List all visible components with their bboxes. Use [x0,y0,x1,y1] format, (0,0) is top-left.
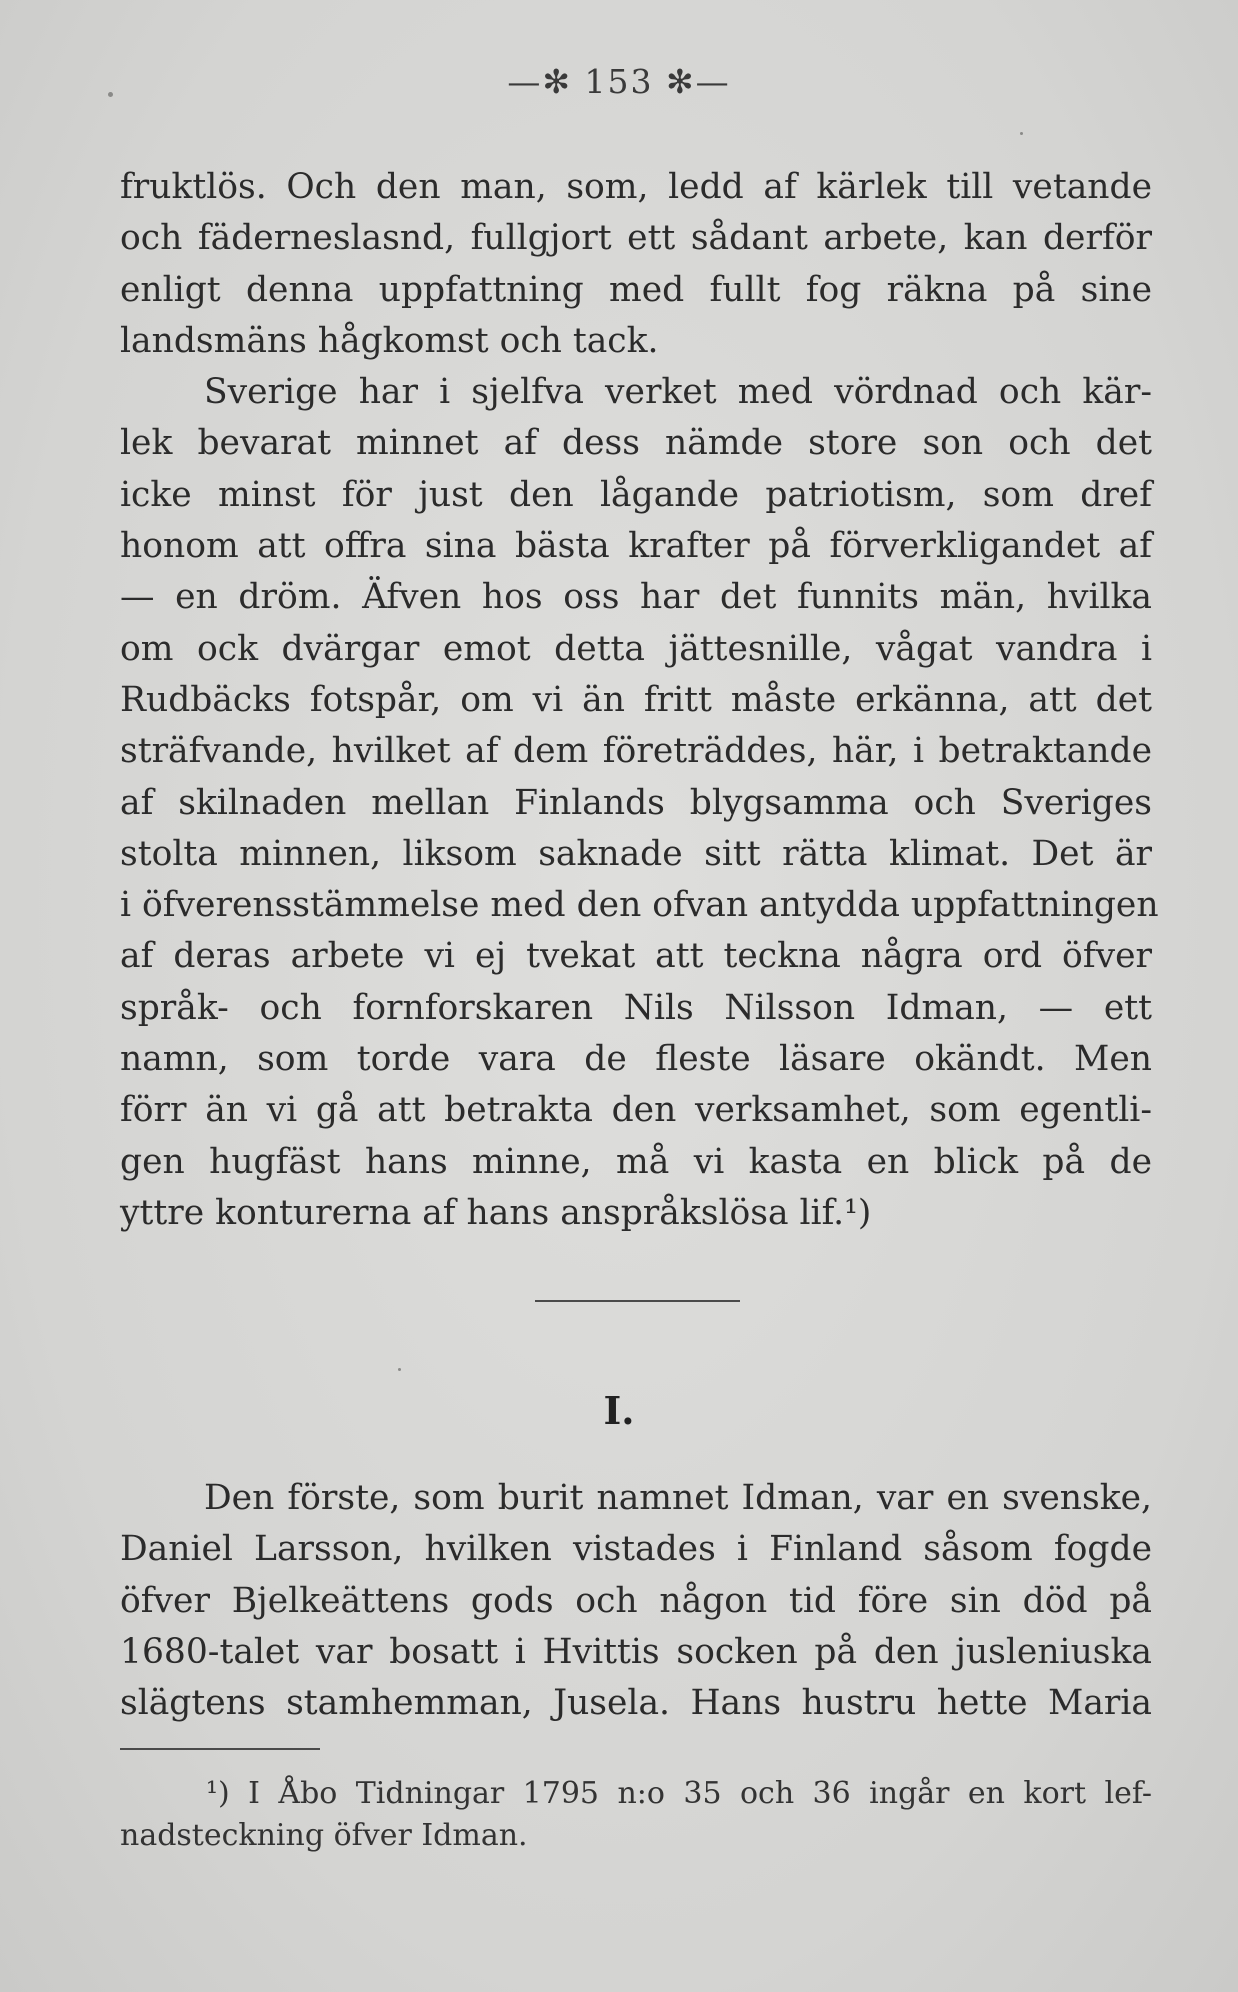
text-line: af skilnaden mellan Finlands blygsamma och Sveriges [120,782,1152,823]
paragraph-1 [120,162,1159,1239]
text-line: 1680-talet var bosatt i Hvittis socken på den jusleniuska [120,1631,1152,1672]
text-line: Rudbäcks fotspår, om vi än fritt måste erkänna, att det [120,679,1152,720]
paper-speck [108,92,113,97]
paper-speck [398,1368,401,1371]
text-line: gen hugfäst hans minne, må vi kasta en blick på de [120,1141,1152,1182]
section-heading: I. [603,1388,635,1433]
text-line: enligt denna uppfattning med fullt fog räkna på sine [120,269,1152,310]
page-header: —✻ 153 ✻— [507,62,731,101]
text-line: landsmäns hågkomst och tack. [120,320,659,361]
footnote-rule [120,1748,320,1750]
text-line: honom att offra sina bästa krafter på förverkligandet af [120,526,1152,567]
text-line: om ock dvärgar emot detta jättesnille, vågat vandra i [120,628,1152,669]
text-line: i öfverensstämmelse med den ofvan antydda uppfattningen [120,885,1159,926]
text-line: fruktlös. Och den man, som, ledd af kärlek till vetande [120,167,1152,207]
footnote-line: nadsteckning öfver Idman. [120,1818,528,1853]
footnote [120,1773,1152,1857]
section-divider [535,1300,740,1302]
text-line: och fäderneslasnd, fullgjort ett sådant arbete, kan derför [120,218,1152,259]
paper-speck [1020,132,1023,135]
footnote-line: ¹) I Åbo Tidningar 1795 n:o 35 och 36 ingår en kort lef- [206,1776,1152,1811]
text-line: Den förste, som burit namnet Idman, var en svenske, [204,1478,1152,1518]
text-line: stolta minnen, liksom saknade sitt rätta klimat. Det är [120,833,1152,874]
text-line: sträfvande, hvilket af dem företräddes, här, i betraktande [120,731,1152,772]
text-line: språk- och fornforskaren Nils Nilsson Idman, — ett [120,987,1152,1028]
text-line: yttre konturerna af hans anspråkslösa lif.¹) [120,1192,872,1233]
paragraph-2 [120,1473,1152,1729]
text-line: namn, som torde vara de fleste läsare okändt. Men [120,1039,1152,1080]
text-line: slägtens stamhemman, Jusela. Hans hustru hette Maria [120,1683,1152,1724]
text-line: af deras arbete vi ej tvekat att teckna några ord öfver [120,936,1152,977]
text-line: — en dröm. Äfven hos oss har det funnits män, hvilka [120,577,1152,618]
text-line: Sverige har i sjelfva verket med vördnad och kär- [204,372,1152,413]
text-line: Daniel Larsson, hvilken vistades i Finland såsom fogde [120,1529,1152,1570]
text-line: lek bevarat minnet af dess nämde store son och det [120,423,1152,464]
text-line: förr än vi gå att betrakta den verksamhet, som egentli- [120,1090,1152,1131]
text-line: öfver Bjelkeättens gods och någon tid före sin död på [120,1580,1152,1621]
text-line: icke minst för just den lågande patriotism, som dref [120,474,1152,515]
